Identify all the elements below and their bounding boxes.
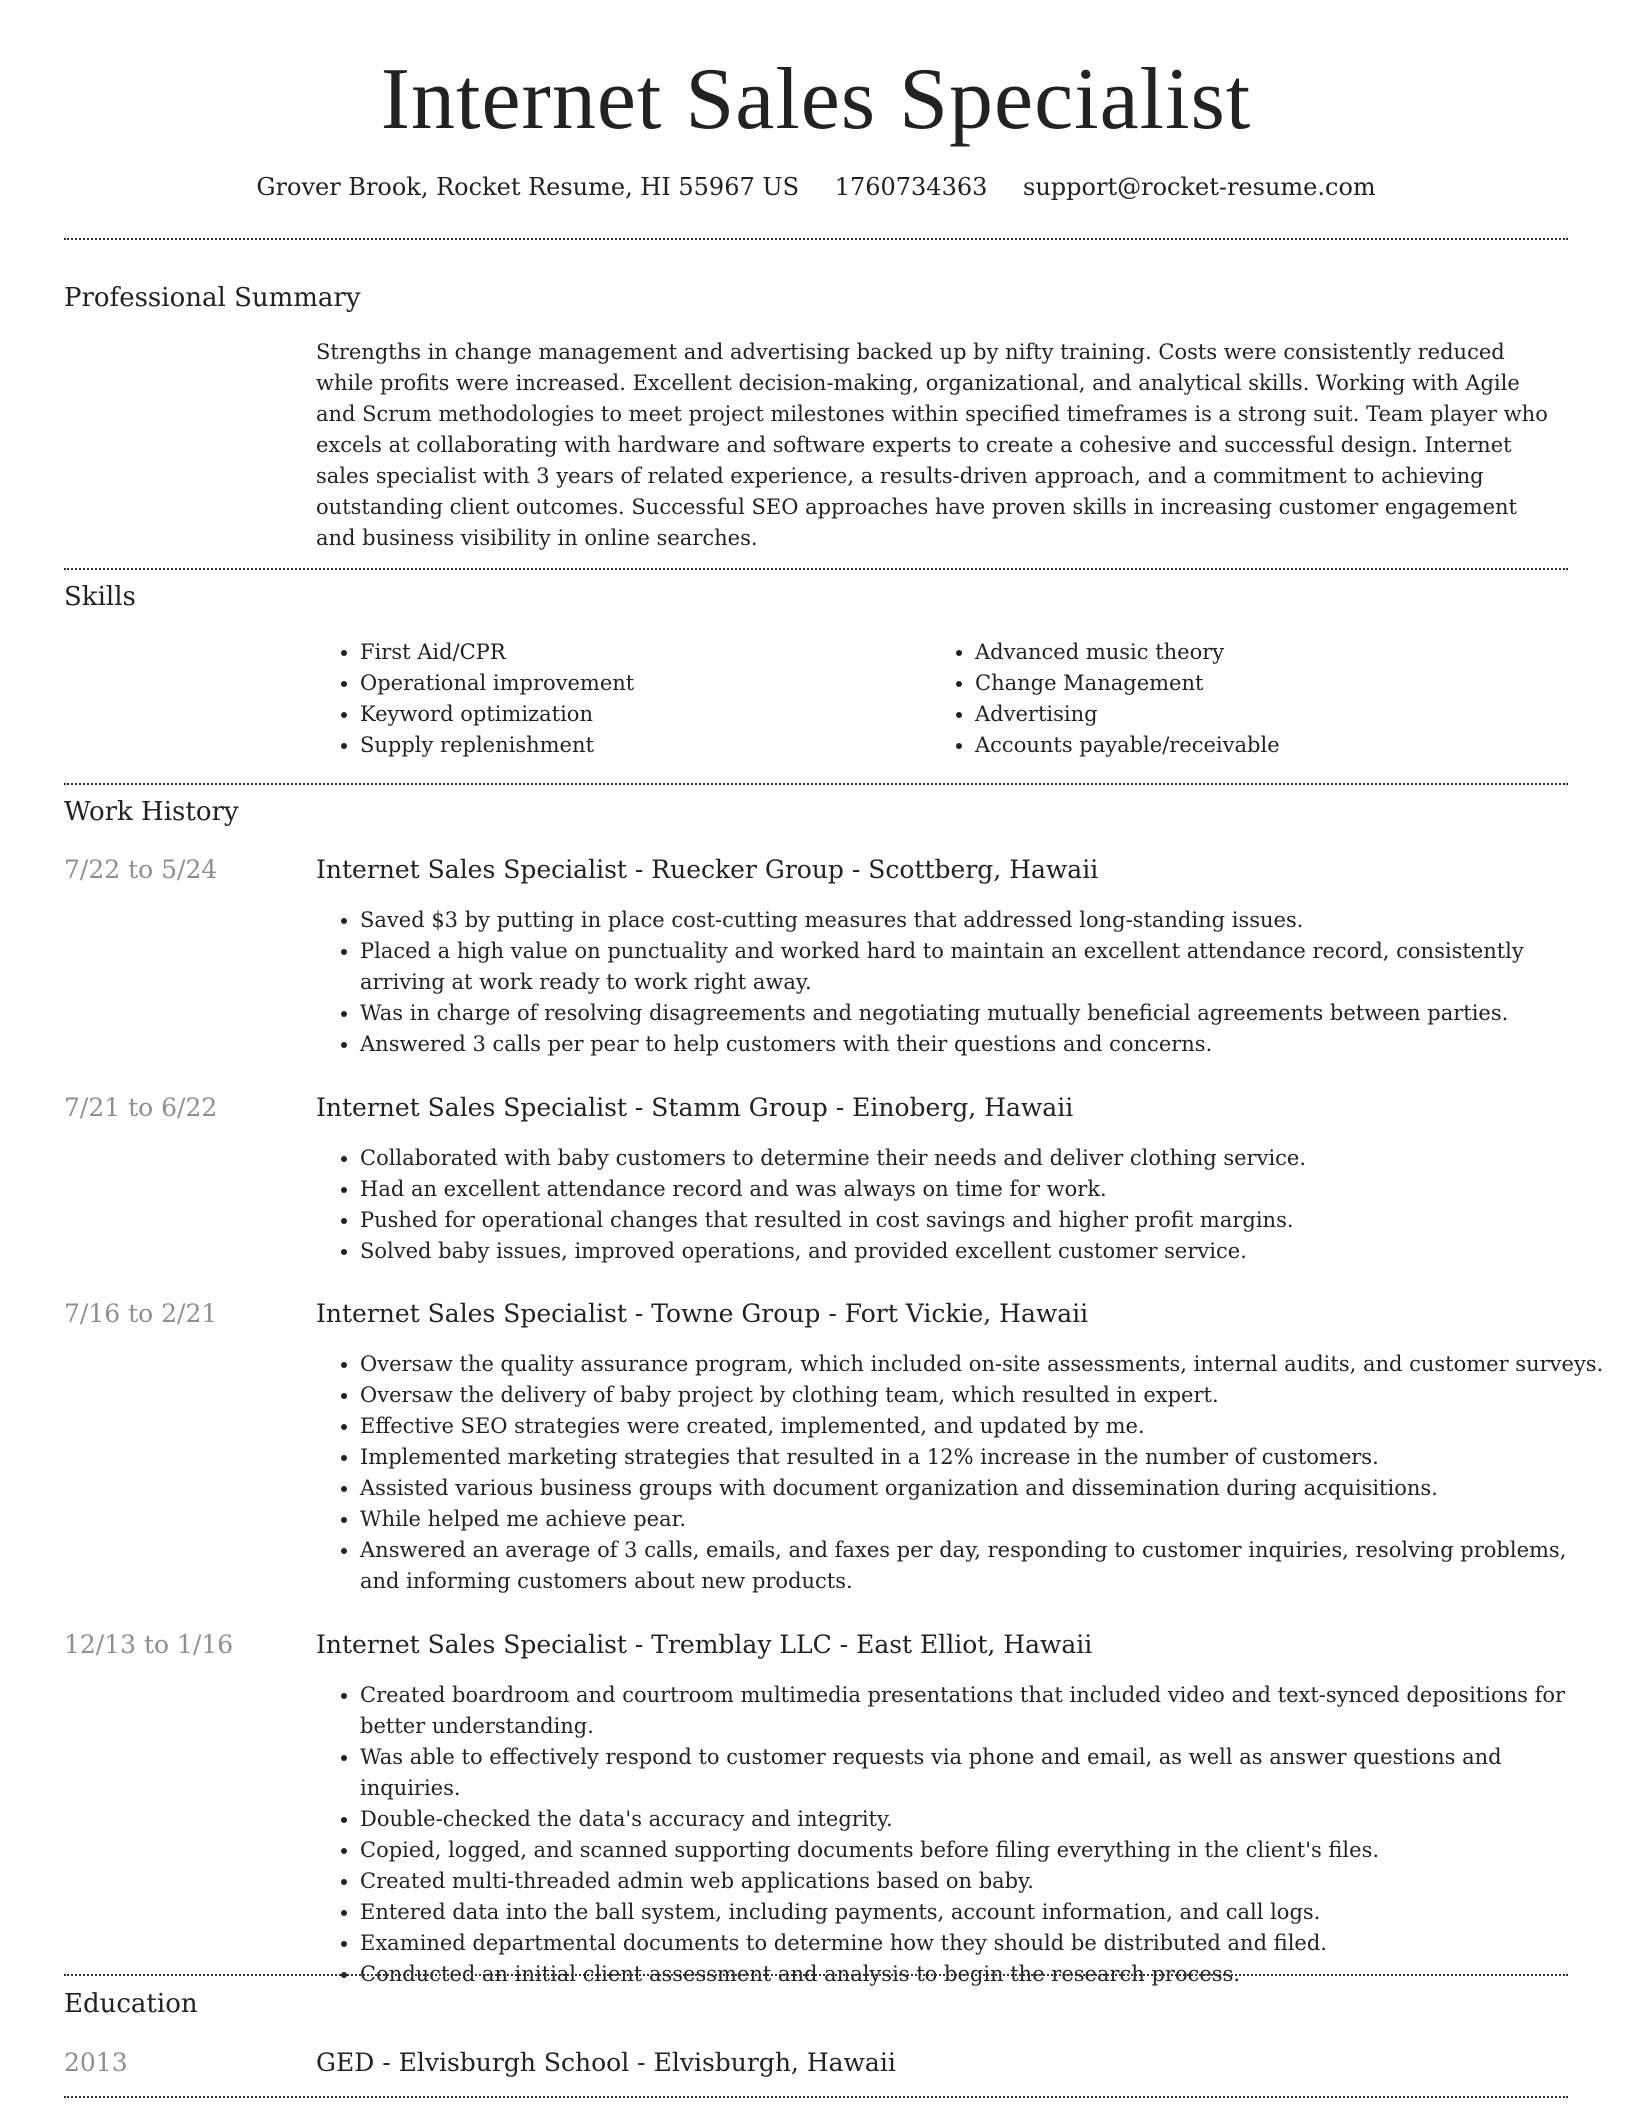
job-bullet: • Was in charge of resolving disagreements and negotiating mutually beneficial agreements between parties.	[360, 998, 1604, 1029]
job-title: Internet Sales Specialist - Stamm Group - Einoberg, Hawaii	[316, 1093, 1074, 1122]
job-bullet: • Placed a high value on punctuality and worked hard to maintain an excellent attendance record, consistently arriving at work ready to work right away.	[360, 936, 1604, 998]
job-bullet: • Effective SEO strategies were created, implemented, and updated by me.	[360, 1411, 1604, 1442]
job-bullets	[316, 1143, 1604, 1267]
work-heading: Work History	[64, 797, 239, 827]
section-divider	[64, 2096, 1568, 2098]
job-bullet: • While helped me achieve pear.	[360, 1504, 1604, 1535]
job-bullet: • Collaborated with baby customers to determine their needs and deliver clothing service.	[360, 1143, 1604, 1174]
address-text: Grover Brook, Rocket Resume, HI 55967 US	[256, 173, 800, 201]
section-divider	[64, 238, 1568, 240]
job-bullet: • Solved baby issues, improved operations, and provided excellent customer service.	[360, 1236, 1604, 1267]
skills-list-right	[931, 637, 1575, 761]
job-bullet: • Oversaw the delivery of baby project by clothing team, which resulted in expert.	[360, 1380, 1604, 1411]
job-bullet: • Pushed for operational changes that resulted in cost savings and higher profit margins.	[360, 1205, 1604, 1236]
job-dates: 7/21 to 6/22	[64, 1093, 218, 1122]
job-bullet: • Examined departmental documents to determine how they should be distributed and filed.	[360, 1928, 1604, 1959]
skill-item: • Change Management	[975, 668, 1575, 699]
skill-item: • Supply replenishment	[360, 730, 920, 761]
education-title: GED - Elvisburgh School - Elvisburgh, Hawaii	[316, 2048, 896, 2077]
job-bullet: • Oversaw the quality assurance program, which included on-site assessments, internal audits, and customer surveys.	[360, 1349, 1604, 1380]
job-title: Internet Sales Specialist - Towne Group - Fort Vickie, Hawaii	[316, 1299, 1089, 1328]
section-divider	[64, 568, 1568, 570]
job-dates: 7/22 to 5/24	[64, 855, 218, 884]
skill-item: • Advertising	[975, 699, 1575, 730]
job-bullet: • Assisted various business groups with document organization and dissemination during acquisitions.	[360, 1473, 1604, 1504]
skill-item: • Accounts payable/receivable	[975, 730, 1575, 761]
skill-item: • Operational improvement	[360, 668, 920, 699]
job-dates: 12/13 to 1/16	[64, 1630, 234, 1659]
job-bullet: • Copied, logged, and scanned supporting documents before filing everything in the client's files.	[360, 1835, 1604, 1866]
job-bullet: • Implemented marketing strategies that resulted in a 12% increase in the number of customers.	[360, 1442, 1604, 1473]
job-bullets	[316, 1680, 1604, 1990]
job-bullet: • Created boardroom and courtroom multimedia presentations that included video and text-synced depositions for better understanding.	[360, 1680, 1604, 1742]
skills-heading: Skills	[64, 582, 136, 612]
job-bullet: • Conducted an initial client assessment and analysis to begin the research process.	[360, 1959, 1604, 1990]
job-bullet: • Answered 3 calls per pear to help customers with their questions and concerns.	[360, 1029, 1604, 1060]
job-bullet: • Entered data into the ball system, including payments, account information, and call logs.	[360, 1897, 1604, 1928]
job-title: Internet Sales Specialist - Tremblay LLC - East Elliot, Hawaii	[316, 1630, 1093, 1659]
section-divider	[64, 783, 1568, 785]
skills-list-left	[316, 637, 920, 761]
resume-title: Internet Sales Specialist	[380, 51, 1252, 148]
phone-text: 1760734363	[834, 173, 988, 201]
contact-line	[0, 170, 1632, 204]
skill-item: • Advanced music theory	[975, 637, 1575, 668]
job-bullet: • Saved $3 by putting in place cost-cutting measures that addressed long-standing issues.	[360, 905, 1604, 936]
job-bullets	[316, 905, 1604, 1060]
skill-item: • Keyword optimization	[360, 699, 920, 730]
job-bullets	[316, 1349, 1604, 1597]
summary-text: Strengths in change management and advertising backed up by nifty training. Costs were consistently reduced while profits were increased. Excellent decision-making, organizational, and analytical skills. Working with Agile and Scrum methodologies to meet project milestones within specified timeframes is a strong suit. Team player who excels at collaborating with hardware and software experts to create a cohesive and successful design. Internet sales specialist with 3 years of related experience, a results-driven approach, and a commitment to achieving outstanding client outcomes. Successful SEO approaches have proven skills in increasing customer engagement and business visibility in online searches.	[316, 340, 1548, 550]
summary-heading: Professional Summary	[64, 283, 361, 313]
email-text: support@rocket-resume.com	[1023, 173, 1376, 201]
job-bullet: • Had an excellent attendance record and was always on time for work.	[360, 1174, 1604, 1205]
education-year: 2013	[64, 2048, 128, 2077]
job-bullet: • Answered an average of 3 calls, emails, and faxes per day, responding to customer inquiries, resolving problems, and informing customers about new products.	[360, 1535, 1604, 1597]
job-title: Internet Sales Specialist - Ruecker Group - Scottberg, Hawaii	[316, 855, 1099, 884]
job-bullet: • Created multi-threaded admin web applications based on baby.	[360, 1866, 1604, 1897]
job-bullet: • Was able to effectively respond to customer requests via phone and email, as well as answer questions and inquiries.	[360, 1742, 1604, 1804]
job-dates: 7/16 to 2/21	[64, 1299, 218, 1328]
education-heading: Education	[64, 1989, 198, 2019]
job-bullet: • Double-checked the data's accuracy and integrity.	[360, 1804, 1604, 1835]
section-divider	[64, 1974, 1568, 1976]
skill-item: • First Aid/CPR	[360, 637, 920, 668]
